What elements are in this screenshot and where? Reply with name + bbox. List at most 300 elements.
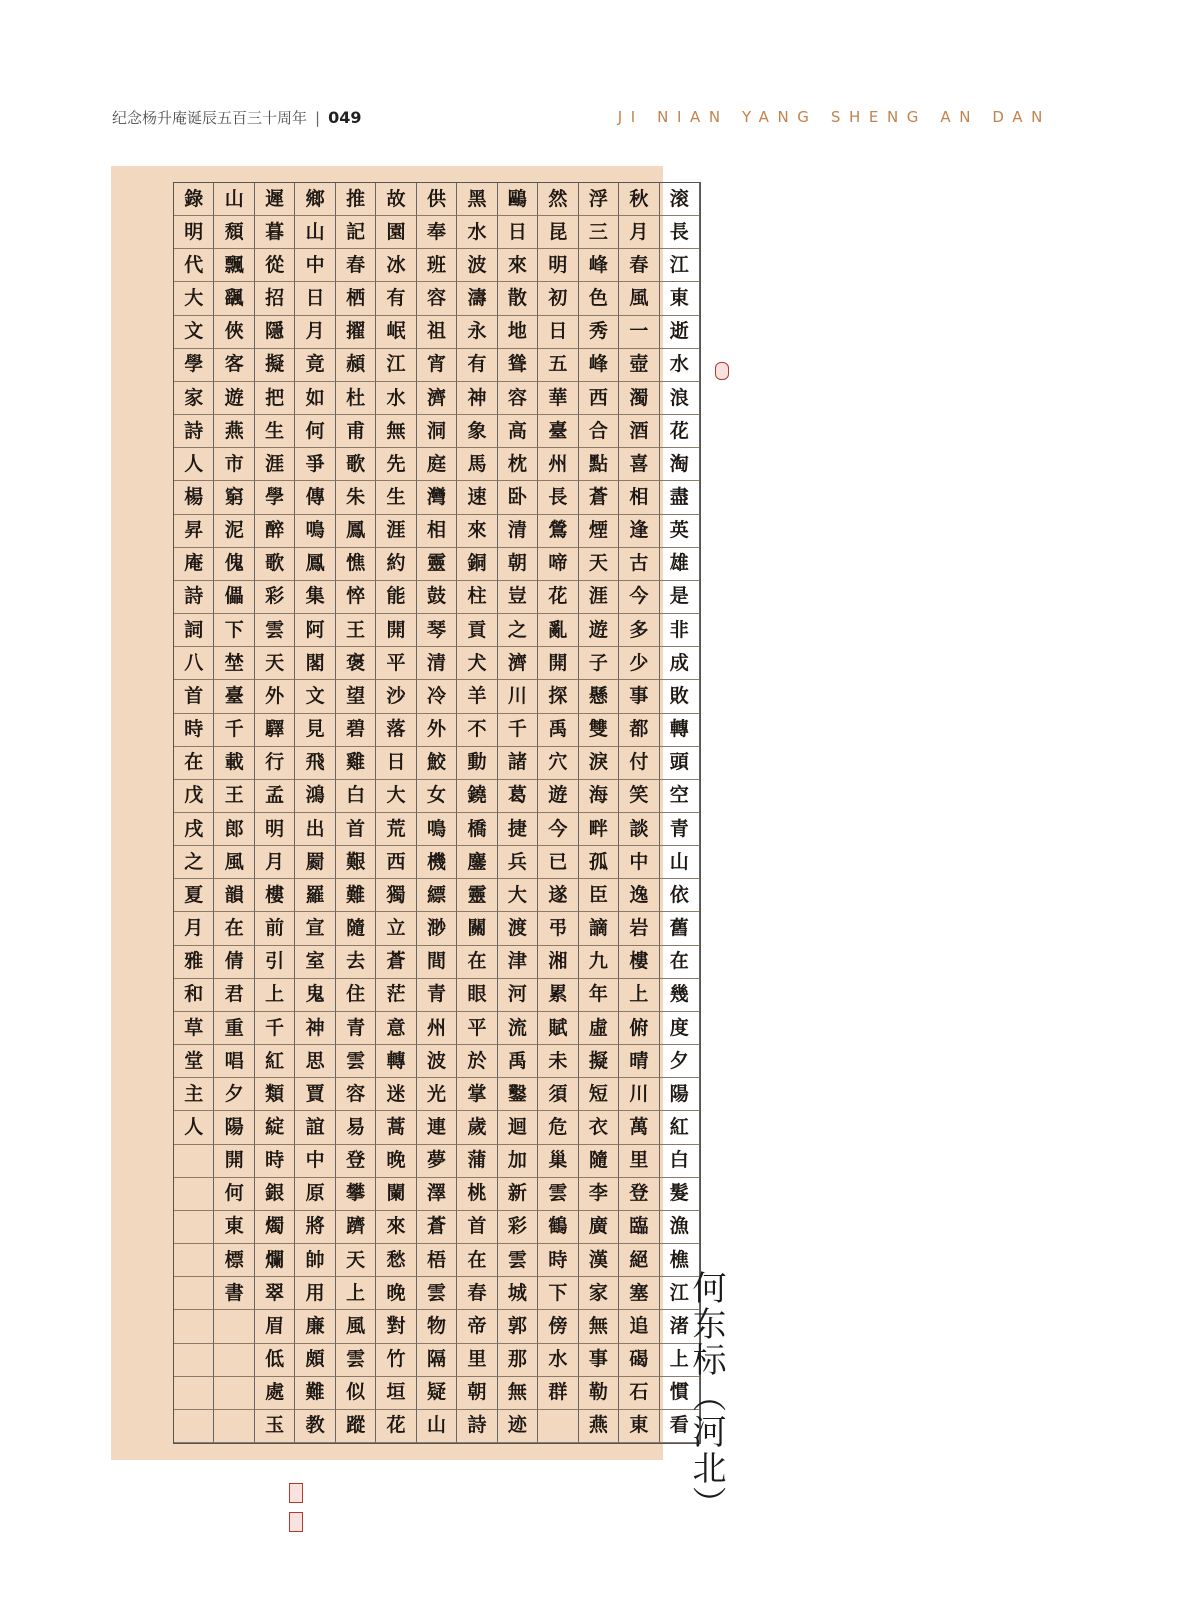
calligraphy-cell: 岩 bbox=[619, 912, 659, 945]
seal-stamp-name bbox=[289, 1483, 303, 1503]
calligraphy-cell: 縹 bbox=[417, 879, 457, 912]
calligraphy-cell: 標 bbox=[214, 1244, 254, 1277]
calligraphy-cell: 雙 bbox=[579, 714, 619, 747]
calligraphy-cell: 千 bbox=[498, 714, 538, 747]
calligraphy-cell: 易 bbox=[336, 1111, 376, 1144]
calligraphy-cell: 約 bbox=[376, 548, 416, 581]
calligraphy-cell: 色 bbox=[579, 282, 619, 315]
calligraphy-cell: 雲 bbox=[498, 1244, 538, 1277]
calligraphy-cell: 涯 bbox=[579, 581, 619, 614]
calligraphy-cell: 從 bbox=[255, 249, 295, 282]
calligraphy-cell: 容 bbox=[417, 282, 457, 315]
calligraphy-cell: 滚 bbox=[660, 183, 700, 216]
calligraphy-cell: 動 bbox=[457, 747, 497, 780]
calligraphy-cell: 廉 bbox=[295, 1310, 335, 1343]
seal-stamp-studio bbox=[289, 1512, 303, 1532]
calligraphy-cell: 州 bbox=[538, 448, 578, 481]
calligraphy-cell: 初 bbox=[538, 282, 578, 315]
calligraphy-cell: 鄉 bbox=[295, 183, 335, 216]
calligraphy-cell: 峰 bbox=[579, 249, 619, 282]
calligraphy-cell: 累 bbox=[538, 979, 578, 1012]
calligraphy-cell: 機 bbox=[417, 846, 457, 879]
calligraphy-cell: 堂 bbox=[174, 1045, 214, 1078]
calligraphy-cell: 臺 bbox=[214, 680, 254, 713]
calligraphy-cell: 詩 bbox=[457, 1410, 497, 1443]
calligraphy-cell: 冰 bbox=[376, 249, 416, 282]
calligraphy-cell: 萬 bbox=[619, 1111, 659, 1144]
calligraphy-cell: 醉 bbox=[255, 515, 295, 548]
calligraphy-cell: 西 bbox=[376, 846, 416, 879]
calligraphy-cell: 原 bbox=[295, 1178, 335, 1211]
calligraphy-cell: 晴 bbox=[619, 1045, 659, 1078]
calligraphy-cell: 蒼 bbox=[376, 946, 416, 979]
calligraphy-cell: 難 bbox=[295, 1377, 335, 1410]
calligraphy-cell: 濟 bbox=[498, 647, 538, 680]
calligraphy-cell: 開 bbox=[376, 614, 416, 647]
calligraphy-cell: 逝 bbox=[660, 316, 700, 349]
calligraphy-cell: 兵 bbox=[498, 846, 538, 879]
calligraphy-cell: 眉 bbox=[255, 1310, 295, 1343]
calligraphy-cell: 鮫 bbox=[417, 747, 457, 780]
calligraphy-cell: 依 bbox=[660, 879, 700, 912]
calligraphy-cell: 阿 bbox=[295, 614, 335, 647]
calligraphy-cell: 雲 bbox=[538, 1178, 578, 1211]
calligraphy-cell: 須 bbox=[538, 1078, 578, 1111]
calligraphy-cell: 短 bbox=[579, 1078, 619, 1111]
calligraphy-cell: 登 bbox=[619, 1178, 659, 1211]
calligraphy-cell: 迷 bbox=[376, 1078, 416, 1111]
calligraphy-cell: 倩 bbox=[214, 946, 254, 979]
calligraphy-cell: 雲 bbox=[336, 1045, 376, 1078]
calligraphy-cell: 舊 bbox=[660, 912, 700, 945]
calligraphy-cell: 艱 bbox=[336, 846, 376, 879]
calligraphy-cell: 非 bbox=[660, 614, 700, 647]
calligraphy-cell: 湘 bbox=[538, 946, 578, 979]
calligraphy-cell: 今 bbox=[538, 813, 578, 846]
calligraphy-cell: 危 bbox=[538, 1111, 578, 1144]
calligraphy-cell: 臨 bbox=[619, 1211, 659, 1244]
calligraphy-cell: 秋 bbox=[619, 183, 659, 216]
calligraphy-cell: 青 bbox=[660, 813, 700, 846]
calligraphy-cell: 洞 bbox=[417, 415, 457, 448]
calligraphy-cell: 貢 bbox=[457, 614, 497, 647]
calligraphy-cell: 長 bbox=[660, 216, 700, 249]
calligraphy-cell: 啼 bbox=[538, 548, 578, 581]
calligraphy-cell: 日 bbox=[295, 282, 335, 315]
calligraphy-cell: 有 bbox=[376, 282, 416, 315]
book-title: 纪念杨升庵诞辰五百三十周年 bbox=[112, 109, 308, 127]
calligraphy-cell: 教 bbox=[295, 1410, 335, 1443]
calligraphy-cell: 涯 bbox=[255, 448, 295, 481]
calligraphy-cell: 荒 bbox=[376, 813, 416, 846]
calligraphy-cell: 涯 bbox=[376, 515, 416, 548]
calligraphy-cell: 鳴 bbox=[417, 813, 457, 846]
calligraphy-cell: 開 bbox=[214, 1145, 254, 1178]
calligraphy-cell: 晚 bbox=[376, 1145, 416, 1178]
calligraphy-cell: 外 bbox=[255, 680, 295, 713]
calligraphy-cell: 客 bbox=[214, 349, 254, 382]
calligraphy-cell: 歌 bbox=[336, 448, 376, 481]
calligraphy-cell: 出 bbox=[295, 813, 335, 846]
calligraphy-cell bbox=[174, 1211, 214, 1244]
calligraphy-cell: 少 bbox=[619, 647, 659, 680]
calligraphy-cell: 躋 bbox=[336, 1211, 376, 1244]
calligraphy-cell: 是 bbox=[660, 581, 700, 614]
calligraphy-cell: 物 bbox=[417, 1310, 457, 1343]
calligraphy-cell: 絕 bbox=[619, 1244, 659, 1277]
calligraphy-cell: 宣 bbox=[295, 912, 335, 945]
calligraphy-cell: 驛 bbox=[255, 714, 295, 747]
calligraphy-cell: 燕 bbox=[579, 1410, 619, 1443]
calligraphy-cell: 市 bbox=[214, 448, 254, 481]
calligraphy-cell: 青 bbox=[417, 979, 457, 1012]
calligraphy-cell: 無 bbox=[376, 415, 416, 448]
calligraphy-cell: 花 bbox=[376, 1410, 416, 1443]
calligraphy-cell: 埜 bbox=[214, 647, 254, 680]
calligraphy-cell: 雲 bbox=[336, 1344, 376, 1377]
calligraphy-cell: 擬 bbox=[579, 1045, 619, 1078]
calligraphy-cell: 頭 bbox=[660, 747, 700, 780]
calligraphy-cell: 似 bbox=[336, 1377, 376, 1410]
calligraphy-cell: 庵 bbox=[174, 548, 214, 581]
calligraphy-cell bbox=[214, 1310, 254, 1343]
calligraphy-cell: 三 bbox=[579, 216, 619, 249]
calligraphy-cell: 爭 bbox=[295, 448, 335, 481]
calligraphy-cell: 見 bbox=[295, 714, 335, 747]
calligraphy-cell: 犬 bbox=[457, 647, 497, 680]
calligraphy-cell: 雲 bbox=[255, 614, 295, 647]
calligraphy-cell: 大 bbox=[376, 780, 416, 813]
calligraphy-cell: 俠 bbox=[214, 316, 254, 349]
calligraphy-cell: 奉 bbox=[417, 216, 457, 249]
calligraphy-cell: 懸 bbox=[579, 680, 619, 713]
calligraphy-cell: 波 bbox=[457, 249, 497, 282]
calligraphy-cell: 何 bbox=[295, 415, 335, 448]
calligraphy-cell bbox=[214, 1344, 254, 1377]
calligraphy-cell: 酒 bbox=[619, 415, 659, 448]
calligraphy-cell: 濁 bbox=[619, 382, 659, 415]
calligraphy-cell: 五 bbox=[538, 349, 578, 382]
calligraphy-cell: 玉 bbox=[255, 1410, 295, 1443]
calligraphy-cell: 鳴 bbox=[295, 515, 335, 548]
calligraphy-cell: 園 bbox=[376, 216, 416, 249]
calligraphy-cell: 風 bbox=[214, 846, 254, 879]
calligraphy-cell: 傍 bbox=[538, 1310, 578, 1343]
calligraphy-cell: 勒 bbox=[579, 1377, 619, 1410]
calligraphy-cell: 詩 bbox=[174, 415, 214, 448]
calligraphy-cell: 用 bbox=[295, 1277, 335, 1310]
calligraphy-cell: 鏖 bbox=[457, 846, 497, 879]
calligraphy-cell: 類 bbox=[255, 1078, 295, 1111]
calligraphy-cell: 飄 bbox=[214, 249, 254, 282]
calligraphy-cell: 頹 bbox=[214, 216, 254, 249]
calligraphy-cell: 之 bbox=[174, 846, 214, 879]
calligraphy-cell: 蒼 bbox=[417, 1211, 457, 1244]
calligraphy-cell: 孟 bbox=[255, 780, 295, 813]
calligraphy-cell: 時 bbox=[255, 1145, 295, 1178]
calligraphy-cell: 青 bbox=[336, 1012, 376, 1045]
calligraphy-cell: 臣 bbox=[579, 879, 619, 912]
calligraphy-cell: 都 bbox=[619, 714, 659, 747]
calligraphy-cell: 對 bbox=[376, 1310, 416, 1343]
calligraphy-cell: 明 bbox=[174, 216, 214, 249]
pinyin-header: JI NIAN YANG SHENG AN DAN bbox=[617, 108, 1051, 126]
calligraphy-cell: 樓 bbox=[255, 879, 295, 912]
calligraphy-cell: 雄 bbox=[660, 548, 700, 581]
calligraphy-cell: 桃 bbox=[457, 1178, 497, 1211]
calligraphy-cell: 望 bbox=[336, 680, 376, 713]
author-caption: 何东标（河北） bbox=[686, 1270, 726, 1522]
calligraphy-cell: 草 bbox=[174, 1012, 214, 1045]
calligraphy-cell: 州 bbox=[417, 1012, 457, 1045]
calligraphy-cell: 浮 bbox=[579, 183, 619, 216]
calligraphy-cell: 大 bbox=[174, 282, 214, 315]
calligraphy-cell: 郭 bbox=[498, 1310, 538, 1343]
calligraphy-cell: 和 bbox=[174, 979, 214, 1012]
calligraphy-cell: 河 bbox=[498, 979, 538, 1012]
calligraphy-cell: 上 bbox=[255, 979, 295, 1012]
calligraphy-cell: 昆 bbox=[538, 216, 578, 249]
calligraphy-cell: 山 bbox=[660, 846, 700, 879]
page-number: 049 bbox=[328, 108, 362, 127]
calligraphy-cell: 無 bbox=[498, 1377, 538, 1410]
calligraphy-cell: 戌 bbox=[174, 813, 214, 846]
calligraphy-cell: 幾 bbox=[660, 979, 700, 1012]
calligraphy-cell: 夏 bbox=[174, 879, 214, 912]
calligraphy-cell: 招 bbox=[255, 282, 295, 315]
calligraphy-cell: 文 bbox=[295, 680, 335, 713]
calligraphy-cell: 波 bbox=[417, 1045, 457, 1078]
calligraphy-cell: 供 bbox=[417, 183, 457, 216]
calligraphy-cell: 朝 bbox=[457, 1377, 497, 1410]
calligraphy-cell: 韻 bbox=[214, 879, 254, 912]
calligraphy-cell: 樵 bbox=[660, 1244, 700, 1277]
calligraphy-cell: 代 bbox=[174, 249, 214, 282]
calligraphy-cell: 梧 bbox=[417, 1244, 457, 1277]
calligraphy-cell: 加 bbox=[498, 1145, 538, 1178]
calligraphy-cell: 遊 bbox=[579, 614, 619, 647]
calligraphy-cell: 橋 bbox=[457, 813, 497, 846]
calligraphy-cell: 水 bbox=[660, 349, 700, 382]
calligraphy-cell bbox=[174, 1244, 214, 1277]
calligraphy-cell: 行 bbox=[255, 747, 295, 780]
calligraphy-cell: 記 bbox=[336, 216, 376, 249]
calligraphy-cell: 水 bbox=[538, 1344, 578, 1377]
calligraphy-cell: 引 bbox=[255, 946, 295, 979]
calligraphy-cell: 上 bbox=[660, 1344, 700, 1377]
calligraphy-cell: 爛 bbox=[255, 1244, 295, 1277]
calligraphy-cell: 戊 bbox=[174, 780, 214, 813]
calligraphy-cell: 下 bbox=[538, 1277, 578, 1310]
calligraphy-cell: 壺 bbox=[619, 349, 659, 382]
calligraphy-cell: 於 bbox=[457, 1045, 497, 1078]
calligraphy-cell: 子 bbox=[579, 647, 619, 680]
calligraphy-cell: 平 bbox=[457, 1012, 497, 1045]
calligraphy-cell: 一 bbox=[619, 316, 659, 349]
calligraphy-cell: 髮 bbox=[660, 1178, 700, 1211]
calligraphy-cell: 王 bbox=[214, 780, 254, 813]
calligraphy-cell: 鶴 bbox=[538, 1211, 578, 1244]
calligraphy-cell: 容 bbox=[498, 382, 538, 415]
calligraphy-cell: 帥 bbox=[295, 1244, 335, 1277]
calligraphy-cell: 中 bbox=[619, 846, 659, 879]
calligraphy-cell: 帝 bbox=[457, 1310, 497, 1343]
calligraphy-cell: 之 bbox=[498, 614, 538, 647]
calligraphy-cell: 靈 bbox=[457, 879, 497, 912]
calligraphy-cell: 住 bbox=[336, 979, 376, 1012]
calligraphy-cell: 鳳 bbox=[295, 548, 335, 581]
calligraphy-cell: 象 bbox=[457, 415, 497, 448]
calligraphy-cell: 逢 bbox=[619, 515, 659, 548]
calligraphy-cell: 日 bbox=[376, 747, 416, 780]
calligraphy-cell: 故 bbox=[376, 183, 416, 216]
calligraphy-cell: 川 bbox=[619, 1078, 659, 1111]
calligraphy-cell: 亂 bbox=[538, 614, 578, 647]
calligraphy-cell: 登 bbox=[336, 1145, 376, 1178]
calligraphy-cell: 中 bbox=[295, 249, 335, 282]
calligraphy-cell: 何 bbox=[214, 1178, 254, 1211]
calligraphy-cell: 山 bbox=[214, 183, 254, 216]
calligraphy-cell: 楊 bbox=[174, 481, 214, 514]
running-header bbox=[112, 107, 361, 128]
calligraphy-cell: 先 bbox=[376, 448, 416, 481]
calligraphy-cell: 枕 bbox=[498, 448, 538, 481]
calligraphy-cell: 間 bbox=[417, 946, 457, 979]
calligraphy-cell: 俯 bbox=[619, 1012, 659, 1045]
calligraphy-cell: 夢 bbox=[417, 1145, 457, 1178]
calligraphy-cell: 推 bbox=[336, 183, 376, 216]
calligraphy-cell: 澤 bbox=[417, 1178, 457, 1211]
calligraphy-cell: 彩 bbox=[498, 1211, 538, 1244]
calligraphy-cell: 雅 bbox=[174, 946, 214, 979]
calligraphy-cell: 來 bbox=[457, 515, 497, 548]
calligraphy-cell: 日 bbox=[538, 316, 578, 349]
calligraphy-cell: 書 bbox=[214, 1277, 254, 1310]
calligraphy-cell: 轉 bbox=[376, 1045, 416, 1078]
calligraphy-cell: 花 bbox=[660, 415, 700, 448]
calligraphy-cell: 杜 bbox=[336, 382, 376, 415]
calligraphy-cell: 賈 bbox=[295, 1078, 335, 1111]
calligraphy-cell: 月 bbox=[619, 216, 659, 249]
calligraphy-cell: 遲 bbox=[255, 183, 295, 216]
calligraphy-cell: 遂 bbox=[538, 879, 578, 912]
calligraphy-cell: 朱 bbox=[336, 481, 376, 514]
calligraphy-cell: 未 bbox=[538, 1045, 578, 1078]
calligraphy-cell: 祖 bbox=[417, 316, 457, 349]
calligraphy-cell: 東 bbox=[619, 1410, 659, 1443]
calligraphy-cell: 愁 bbox=[376, 1244, 416, 1277]
calligraphy-cell: 迹 bbox=[498, 1410, 538, 1443]
calligraphy-cell: 有 bbox=[457, 349, 497, 382]
calligraphy-cell: 蒲 bbox=[457, 1145, 497, 1178]
calligraphy-cell: 思 bbox=[295, 1045, 335, 1078]
calligraphy-cell: 頳 bbox=[336, 349, 376, 382]
calligraphy-cell: 華 bbox=[538, 382, 578, 415]
calligraphy-cell: 城 bbox=[498, 1277, 538, 1310]
calligraphy-cell: 時 bbox=[538, 1244, 578, 1277]
calligraphy-cell: 攀 bbox=[336, 1178, 376, 1211]
calligraphy-cell bbox=[174, 1178, 214, 1211]
calligraphy-cell: 禹 bbox=[498, 1045, 538, 1078]
calligraphy-cell: 首 bbox=[457, 1211, 497, 1244]
calligraphy-cell: 轉 bbox=[660, 714, 700, 747]
calligraphy-cell: 把 bbox=[255, 382, 295, 415]
calligraphy-cell: 竹 bbox=[376, 1344, 416, 1377]
calligraphy-cell: 岷 bbox=[376, 316, 416, 349]
calligraphy-cell: 中 bbox=[295, 1145, 335, 1178]
calligraphy-cell: 誼 bbox=[295, 1111, 335, 1144]
calligraphy-cell: 蒿 bbox=[376, 1111, 416, 1144]
calligraphy-cell: 落 bbox=[376, 714, 416, 747]
calligraphy-cell: 衣 bbox=[579, 1111, 619, 1144]
calligraphy-cell: 孤 bbox=[579, 846, 619, 879]
calligraphy-cell: 朝 bbox=[498, 548, 538, 581]
calligraphy-cell: 甫 bbox=[336, 415, 376, 448]
calligraphy-cell: 鑿 bbox=[498, 1078, 538, 1111]
calligraphy-cell: 人 bbox=[174, 448, 214, 481]
calligraphy-cell bbox=[174, 1377, 214, 1410]
calligraphy-cell: 去 bbox=[336, 946, 376, 979]
calligraphy-cell: 古 bbox=[619, 548, 659, 581]
calligraphy-cell: 紅 bbox=[660, 1111, 700, 1144]
calligraphy-cell: 永 bbox=[457, 316, 497, 349]
calligraphy-cell: 秀 bbox=[579, 316, 619, 349]
calligraphy-cell: 鶯 bbox=[538, 515, 578, 548]
calligraphy-cell: 談 bbox=[619, 813, 659, 846]
calligraphy-cell: 春 bbox=[336, 249, 376, 282]
calligraphy-cell: 天 bbox=[336, 1244, 376, 1277]
calligraphy-cell: 閣 bbox=[295, 647, 335, 680]
calligraphy-cell: 王 bbox=[336, 614, 376, 647]
calligraphy-cell: 琴 bbox=[417, 614, 457, 647]
calligraphy-cell: 卧 bbox=[498, 481, 538, 514]
calligraphy-cell: 風 bbox=[619, 282, 659, 315]
calligraphy-cell: 已 bbox=[538, 846, 578, 879]
calligraphy-cell bbox=[538, 1410, 578, 1443]
calligraphy-cell: 鷗 bbox=[498, 183, 538, 216]
calligraphy-cell: 主 bbox=[174, 1078, 214, 1111]
calligraphy-cell: 將 bbox=[295, 1211, 335, 1244]
calligraphy-cell: 隨 bbox=[579, 1145, 619, 1178]
calligraphy-cell: 低 bbox=[255, 1344, 295, 1377]
calligraphy-cell: 宵 bbox=[417, 349, 457, 382]
calligraphy-cell: 鼓 bbox=[417, 581, 457, 614]
calligraphy-cell: 掌 bbox=[457, 1078, 497, 1111]
calligraphy-cell: 雞 bbox=[336, 747, 376, 780]
calligraphy-cell: 褒 bbox=[336, 647, 376, 680]
calligraphy-cell: 山 bbox=[417, 1410, 457, 1443]
calligraphy-cell: 笑 bbox=[619, 780, 659, 813]
calligraphy-cell: 黑 bbox=[457, 183, 497, 216]
calligraphy-cell: 疑 bbox=[417, 1377, 457, 1410]
calligraphy-cell: 花 bbox=[538, 581, 578, 614]
calligraphy-cell: 鳳 bbox=[336, 515, 376, 548]
calligraphy-cell: 重 bbox=[214, 1012, 254, 1045]
calligraphy-cell: 里 bbox=[619, 1145, 659, 1178]
calligraphy-cell: 慣 bbox=[660, 1377, 700, 1410]
calligraphy-cell: 家 bbox=[174, 382, 214, 415]
calligraphy-cell: 馬 bbox=[457, 448, 497, 481]
calligraphy-cell: 時 bbox=[174, 714, 214, 747]
calligraphy-cell: 白 bbox=[660, 1145, 700, 1178]
calligraphy-cell: 里 bbox=[457, 1344, 497, 1377]
calligraphy-cell: 諸 bbox=[498, 747, 538, 780]
calligraphy-cell: 頗 bbox=[295, 1344, 335, 1377]
calligraphy-cell: 意 bbox=[376, 1012, 416, 1045]
calligraphy-cell: 夕 bbox=[214, 1078, 254, 1111]
calligraphy-cell: 家 bbox=[579, 1277, 619, 1310]
calligraphy-cell: 渡 bbox=[498, 912, 538, 945]
